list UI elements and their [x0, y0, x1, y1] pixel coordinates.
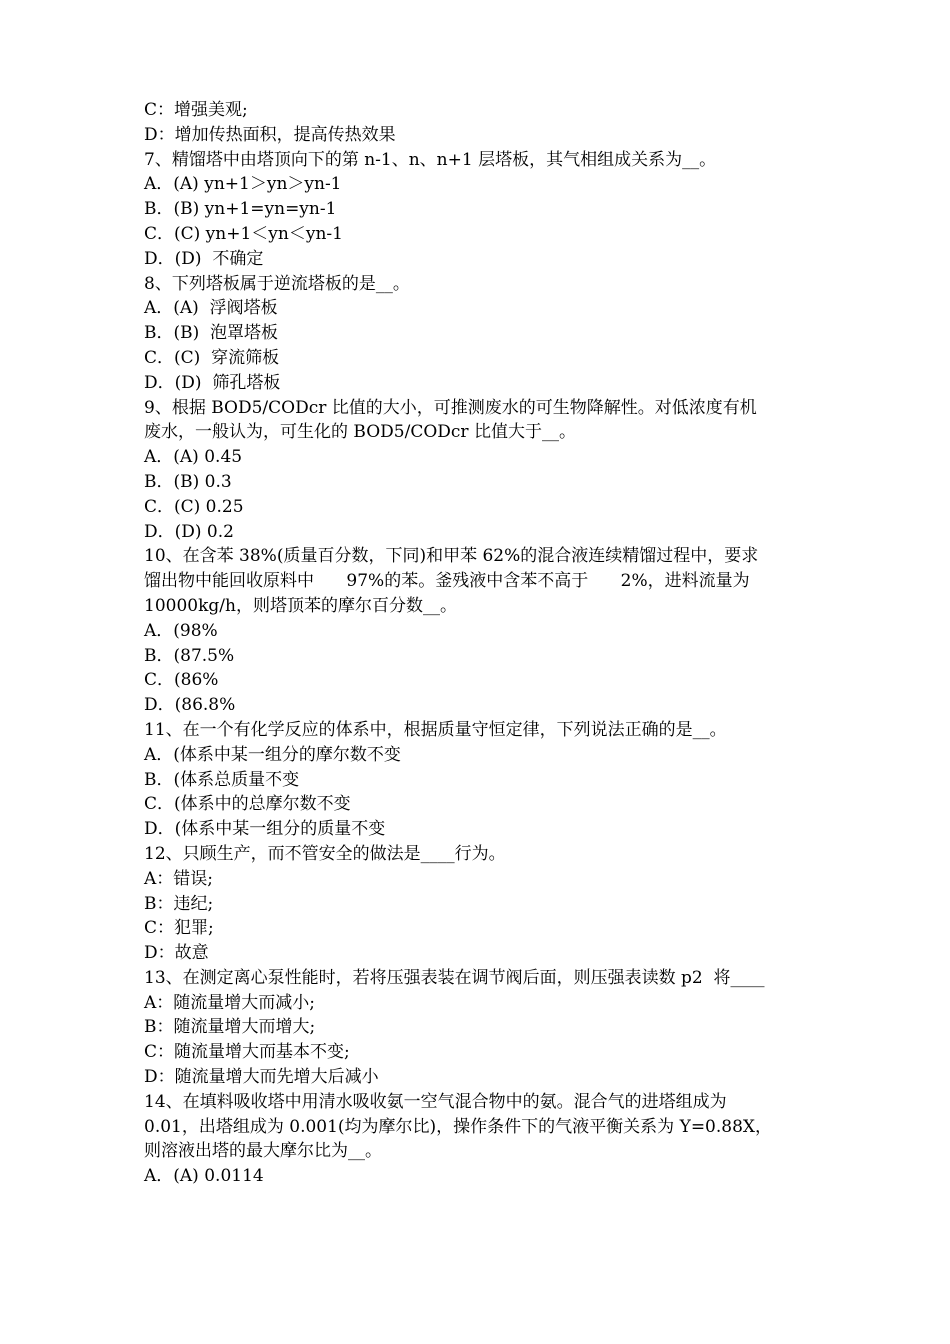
option-line: D．(86.8% — [144, 695, 236, 716]
question-line: 10000kg/h，则塔顶苯的摩尔百分数__。 — [144, 595, 457, 616]
question-line: 馏出物中能回收原料中 97%的苯。釜残液中含苯不高于 2%，进料流量为 — [144, 571, 750, 592]
option-line: D：故意 — [144, 943, 209, 964]
question-line: 7、精馏塔中由塔顶向下的第 n-1、n、n+1 层塔板，其气相组成关系为__。 — [144, 149, 717, 170]
option-line: B．(B) 泡罩塔板 — [144, 323, 279, 344]
question-line: 8、下列塔板属于逆流塔板的是__。 — [144, 273, 410, 294]
option-line: C．(体系中的总摩尔数不变 — [144, 794, 351, 815]
option-line: B．(B) 0.3 — [144, 471, 232, 492]
option-line: B．(87.5% — [144, 645, 235, 666]
option-line: C．(C) yn+1＜yn＜yn-1 — [144, 223, 343, 244]
question-line: 11、在一个有化学反应的体系中，根据质量守恒定律，下列说法正确的是__。 — [144, 719, 727, 740]
option-line: D．(D) 筛孔塔板 — [144, 372, 281, 393]
option-line: C：犯罪; — [144, 918, 214, 939]
option-line: D：增加传热面积，提高传热效果 — [144, 124, 396, 145]
option-line: A．(A) yn+1＞yn＞yn-1 — [144, 174, 342, 195]
option-line: A：随流量增大而减小; — [144, 992, 316, 1013]
question-line: 则溶液出塔的最大摩尔比为__。 — [144, 1141, 382, 1162]
question-line: 13、在测定离心泵性能时，若将压强表装在调节阀后面，则压强表读数 p2 将____ — [144, 967, 765, 988]
option-line: C．(86% — [144, 670, 219, 691]
question-line: 9、根据 BOD5/CODcr 比值的大小，可推测废水的可生物降解性。对低浓度有机 — [144, 397, 757, 418]
question-line: 0.01，出塔组成为 0.001(均为摩尔比)，操作条件下的气液平衡关系为 Y=0.88X， — [144, 1116, 773, 1137]
option-line: C．(C) 0.25 — [144, 496, 244, 517]
option-line: D．(D) 0.2 — [144, 521, 234, 542]
option-line: D．(体系中某一组分的质量不变 — [144, 819, 386, 840]
option-line: A：错误; — [144, 868, 214, 889]
question-line: 12、只顾生产，而不管安全的做法是____行为。 — [144, 843, 506, 864]
option-line: A．(A) 0.0114 — [144, 1166, 264, 1187]
option-line: A．(98% — [144, 620, 218, 641]
option-line: B：违纪; — [144, 893, 214, 914]
option-line: B．(体系总质量不变 — [144, 769, 300, 790]
question-text-block — [144, 98, 812, 1189]
option-line: A．(A) 浮阀塔板 — [144, 298, 278, 319]
option-line: A．(A) 0.45 — [144, 447, 243, 468]
option-line: C．(C) 穿流筛板 — [144, 347, 280, 368]
option-line: B．(B) yn+1=yn=yn-1 — [144, 199, 337, 220]
option-line: D：随流量增大而先增大后减小 — [144, 1067, 379, 1088]
option-line: C：增强美观; — [144, 100, 248, 120]
question-line: 废水，一般认为，可生化的 BOD5/CODcr 比值大于__。 — [144, 422, 576, 443]
option-line: C：随流量增大而基本不变; — [144, 1042, 350, 1063]
question-line: 10、在含苯 38%(质量百分数，下同)和甲苯 62%的混合液连续精馏过程中，要求 — [144, 546, 759, 567]
option-line: D．(D) 不确定 — [144, 248, 264, 269]
option-line: B：随流量增大而增大; — [144, 1017, 316, 1038]
question-line: 14、在填料吸收塔中用清水吸收氨一空气混合物中的氨。混合气的进塔组成为 — [144, 1091, 727, 1112]
option-line: A．(体系中某一组分的摩尔数不变 — [144, 744, 401, 765]
